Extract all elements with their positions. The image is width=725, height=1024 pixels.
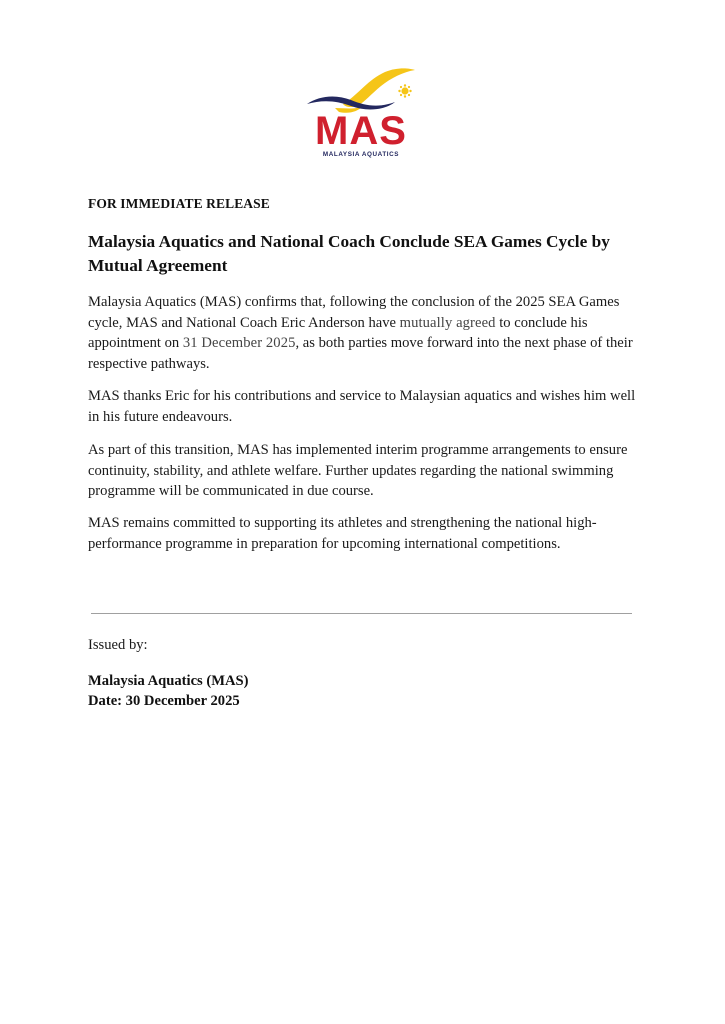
paragraph-announcement — [88, 292, 648, 374]
issued-by-label: Issued by: — [88, 637, 148, 653]
paragraph-commitment: MAS remains committed to supporting its athletes and strengthening the national high-performance programme in preparation for upcoming international competitions. — [88, 515, 597, 552]
issuer-name: Malaysia Aquatics (MAS) — [88, 673, 249, 689]
divider — [91, 613, 632, 614]
issue-date: Date: 30 December 2025 — [88, 693, 240, 709]
logo-star-icon — [398, 84, 411, 97]
mas-logo — [305, 64, 417, 160]
release-label: FOR IMMEDIATE RELEASE — [88, 196, 270, 211]
logo-mas-text: MAS — [315, 109, 407, 153]
logo-subtitle-text: MALAYSIA AQUATICS — [322, 151, 400, 158]
highlight-end-date: 31 December 2025 — [182, 335, 296, 351]
logo-crescent-icon — [388, 82, 397, 100]
paragraph-text: , as both parties move forward into the next phase of their respective pathways. — [88, 335, 633, 372]
paragraph-thanks: MAS thanks Eric for his contributions and service to Malaysian aquatics and wishes him well in his future endeavours. — [88, 388, 636, 425]
paragraph-text: to conclude his appointment on — [88, 314, 588, 351]
highlight-mutually-agreed: mutually agreed — [399, 314, 496, 331]
paragraph-transition: As part of this transition, MAS has implemented interim programme arrangements to ensure continuity, stability, and athlete welfare. Further updates regarding the national swimming programme will be communicated in due course. — [88, 442, 628, 499]
headline: Malaysia Aquatics and National Coach Conclude SEA Games Cycle by Mutual Agreement — [88, 232, 610, 275]
mas-logo-graphic — [305, 64, 417, 160]
paragraph-text: Malaysia Aquatics (MAS) confirms that, following the conclusion of the 2025 SEA Games cycle, MAS and National Coach Eric Anderson have — [88, 294, 620, 331]
issuer-block — [88, 671, 249, 711]
